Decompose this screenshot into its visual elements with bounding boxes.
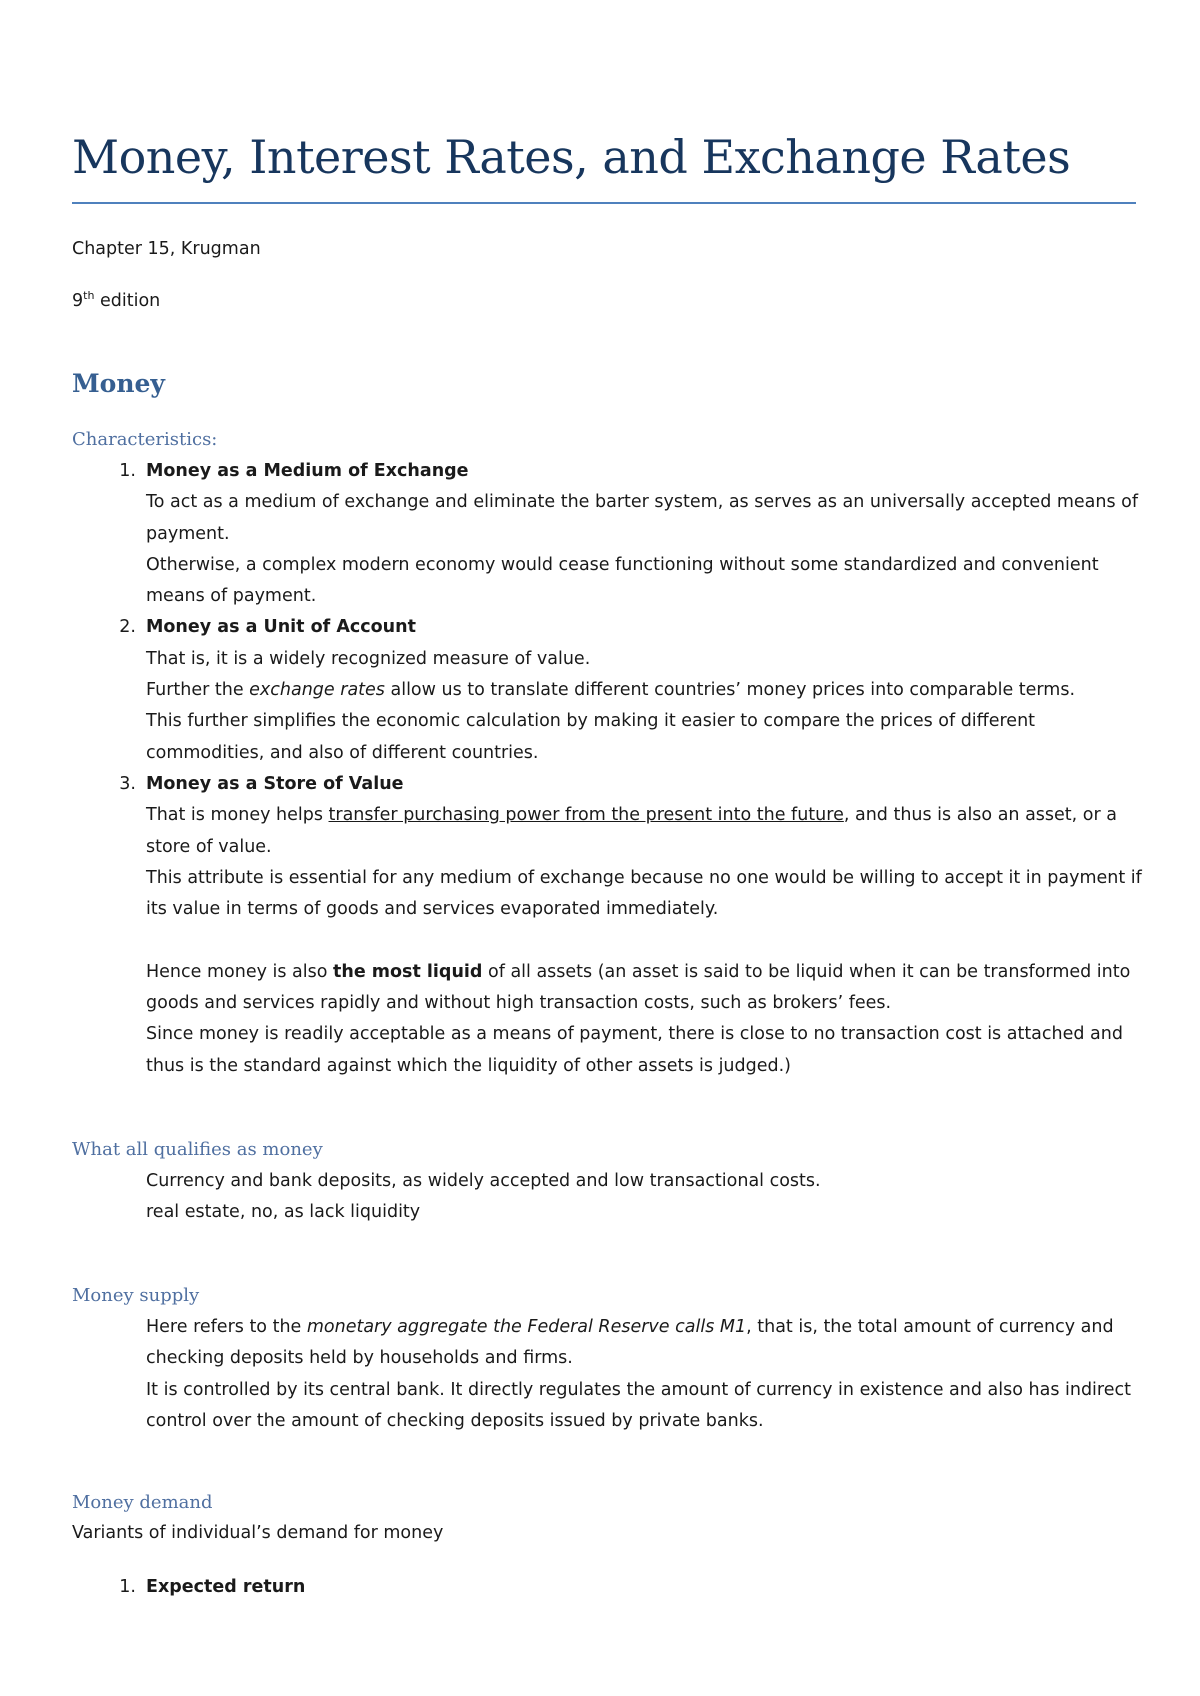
list-item-title: Money as a Store of Value xyxy=(146,773,404,794)
text-run: allow us to translate different countries’ money prices into comparable terms. xyxy=(384,680,1076,701)
paragraph xyxy=(146,800,1142,863)
list-number: 2. xyxy=(119,617,136,638)
list-item-title: Money as a Unit of Account xyxy=(146,617,416,638)
edition-line xyxy=(72,289,160,313)
list-item-title: Money as a Medium of Exchange xyxy=(146,461,469,481)
list-number: 1. xyxy=(119,461,136,481)
chapter-line: Chapter 15, Krugman xyxy=(72,239,261,259)
paragraph: That is, it is a widely recognized measure of value. xyxy=(146,648,591,669)
blank-line xyxy=(72,925,1142,956)
title-underline xyxy=(72,202,1136,204)
paragraph: Since money is readily acceptable as a means of payment, there is close to no transaction cost is attached and thus is the standard against which the liquidity of other assets is judged.) xyxy=(146,1024,1123,1076)
subheading-money-demand: Money demand xyxy=(72,1492,213,1513)
list-item xyxy=(72,769,1142,800)
paragraph: It is controlled by its central bank. It directly regulates the amount of currency in existence and also has indirect control over the amount of checking deposits issued by private banks. xyxy=(146,1379,1131,1431)
edition-word: edition xyxy=(94,290,161,311)
list-item xyxy=(72,456,1142,487)
paragraph xyxy=(146,675,1142,706)
list-item xyxy=(72,1572,1142,1603)
paragraph: Currency and bank deposits, as widely accepted and low transactional costs. xyxy=(146,1171,821,1191)
text-run: Hence money is also xyxy=(146,961,334,982)
money-demand-intro: Variants of individual’s demand for money xyxy=(72,1523,444,1543)
text-run: That is money helps xyxy=(146,805,329,826)
emphasis-exchange-rates: exchange rates xyxy=(249,680,385,701)
money-demand-list xyxy=(72,1572,1142,1603)
document-title: Money, Interest Rates, and Exchange Rates xyxy=(72,130,1071,184)
list-number: 3. xyxy=(119,773,136,794)
list-number: 1. xyxy=(119,1577,136,1597)
list-item xyxy=(72,612,1142,643)
subheading-qualifies: What all qualifies as money xyxy=(72,1139,323,1160)
emphasis-monetary-aggregate: monetary aggregate the Federal Reserve calls M1 xyxy=(306,1317,747,1337)
underlined-text: transfer purchasing power from the present into the future xyxy=(328,805,844,826)
subheading-money-supply: Money supply xyxy=(72,1285,200,1306)
subheading-characteristics: Characteristics: xyxy=(72,429,218,450)
paragraph xyxy=(146,1312,1142,1375)
text-run: , that is, the total amount of currency and checking deposits held by households and firms. xyxy=(146,1317,1114,1369)
paragraph: To act as a medium of exchange and eliminate the barter system, as serves as an universally accepted means of payment. xyxy=(146,492,1139,544)
edition-superscript: th xyxy=(83,289,95,302)
text-run: , and thus is also an asset, or a store of value. xyxy=(146,805,1117,857)
qualifies-block xyxy=(72,1166,1142,1229)
text-run: Here refers to the xyxy=(146,1317,307,1337)
bold-most-liquid: the most liquid xyxy=(333,961,483,982)
paragraph: This further simplifies the economic calculation by making it easier to compare the prices of different commodities, and also of different countries. xyxy=(146,711,1036,763)
paragraph: Otherwise, a complex modern economy would cease functioning without some standardized and convenient means of payment. xyxy=(146,554,1099,607)
paragraph: real estate, no, as lack liquidity xyxy=(146,1202,421,1223)
paragraph: This attribute is essential for any medium of exchange because no one would be willing to accept it in payment if its value in terms of goods and services evaporated immediately. xyxy=(146,867,1142,920)
paragraph xyxy=(146,957,1142,1020)
edition-number: 9 xyxy=(72,290,84,311)
text-run: of all assets (an asset is said to be liquid when it can be transformed into goods and services rapidly and without high transaction costs, such as brokers’ fees. xyxy=(146,961,1131,1014)
characteristics-list xyxy=(72,456,1142,1082)
money-supply-block xyxy=(72,1312,1142,1437)
section-heading-money: Money xyxy=(72,369,165,398)
text-run: Further the xyxy=(146,680,250,701)
list-item-title: Expected return xyxy=(146,1577,306,1597)
